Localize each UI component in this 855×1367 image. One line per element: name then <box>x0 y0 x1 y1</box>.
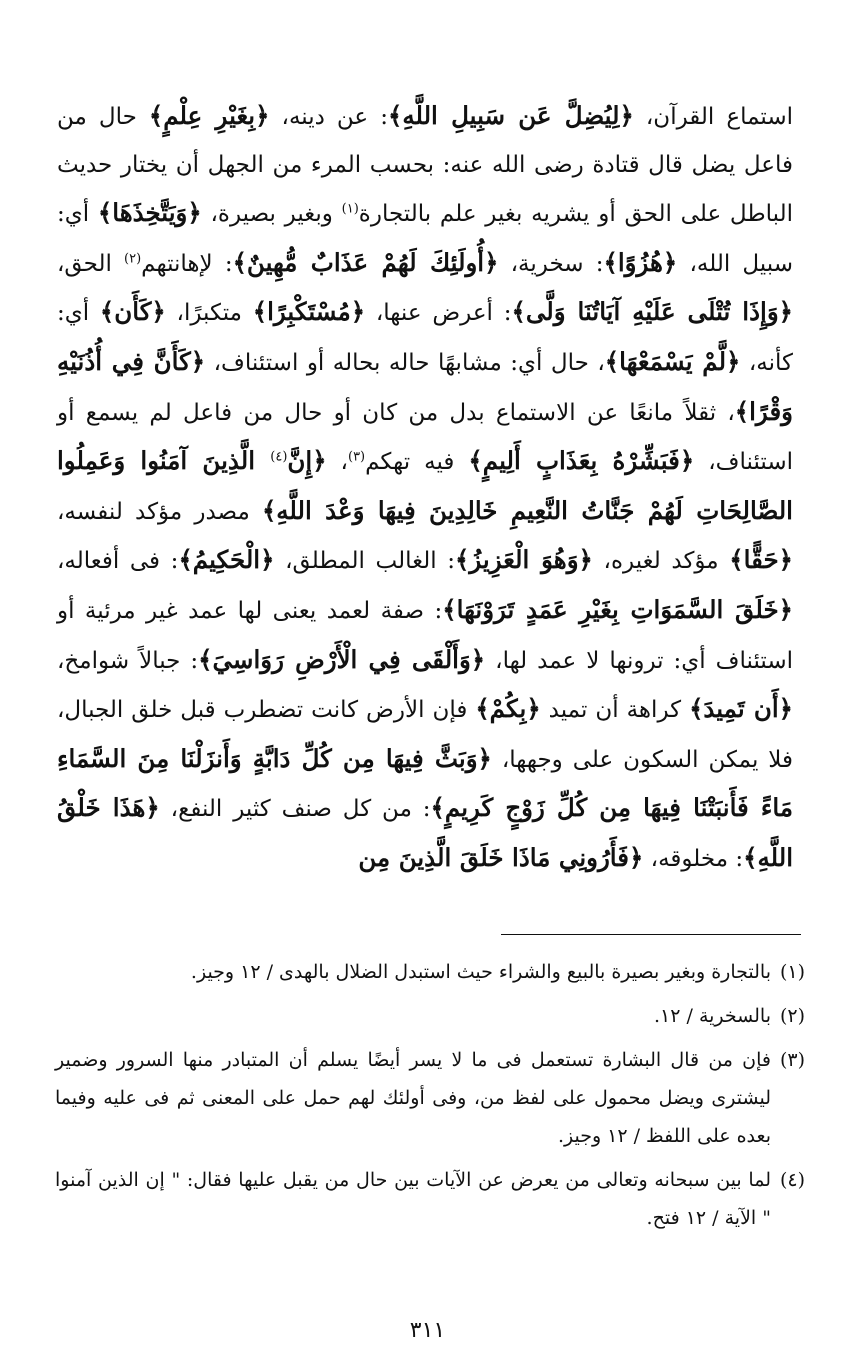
commentary-text: فيه تهكم <box>365 449 469 476</box>
footnote-text: بالسخرية / ١٢. <box>654 1005 771 1027</box>
quran-quote: ﴿وَبَثَّ فِيهَا مِن كُلِّ دَابَّةٍ وَأَنزَلْنَا مِنَ السَّمَاءِ مَاءً فَأَنبَتْنَا فِيهَا مِن كُلِّ زَوْجٍ كَرِيمٍ﴾ <box>57 743 793 823</box>
commentary-text: استماع القرآن، <box>633 104 793 130</box>
commentary-text: وبغير بصيرة، <box>201 201 342 228</box>
commentary-text: : فى أفعاله، <box>57 548 179 575</box>
quran-quote: ﴿كَأَنَّ فِي أُذُنَيْهِ وَقْرًا﴾ <box>57 346 793 426</box>
commentary-text: متكبرًا، <box>165 300 253 327</box>
footnote-text: بالتجارة وبغير بصيرة بالبيع والشراء حيث استبدل الضلال بالهدى / ١٢ وجيز. <box>190 961 771 983</box>
footnote-text: لما بين سبحانه وتعالى من يعرض عن الآيات بين حال من يقبل عليها فقال: " إن الذين آمنوا " الآية / ١٢ فتح. <box>55 1169 771 1229</box>
quran-quote: ﴿بِكُمْ﴾ <box>475 694 541 724</box>
quran-quote: ﴿أُولَئِكَ لَهُمْ عَذَابٌ مُّهِينٌ﴾ <box>232 247 499 277</box>
commentary-text: : الغالب المطلق، <box>274 548 455 575</box>
quran-quote: ﴿فَبَشِّرْهُ بِعَذَابٍ أَلِيمٍ﴾ <box>468 446 695 476</box>
commentary-text: مؤكد لغيره، <box>592 548 730 575</box>
footnote-ref: (٤) <box>270 449 288 465</box>
footnote-text: فإن من قال البشارة تستعمل فى ما لا يسر أيضًا يسلم أن المتبادر منها السرور وضمير ليشترى ويضل محمول على لفظ من، وفى أولئك لهم حمل على المعنى ثم فى عليه وفيما بعده على اللفظ / ١٢ وجيز. <box>55 1049 771 1147</box>
quran-quote: ﴿حَقًّا﴾ <box>729 545 793 575</box>
quran-quote: ﴿كَأَن﴾ <box>99 297 166 327</box>
footnote-number: (٣) <box>779 1049 805 1071</box>
footnotes-list <box>55 953 805 1243</box>
quran-quote: ﴿وَيَتَّخِذَهَا﴾ <box>97 198 202 228</box>
quran-quote: ﴿إِنَّ <box>287 446 327 476</box>
quran-quote: ﴿هُزُوًا﴾ <box>603 247 678 277</box>
quran-quote: ﴿هَذَا خَلْقُ اللَّهِ﴾ <box>57 793 793 872</box>
quran-quote: ﴿وَإِذَا تُتْلَى عَلَيْهِ آيَاتُنَا وَلَّى﴾ <box>511 297 794 327</box>
commentary-text: الحق، <box>57 250 125 277</box>
quran-quote: ﴿بِغَيْرِ عِلْمٍ﴾ <box>148 101 270 130</box>
footnote-ref: (١) <box>341 201 359 217</box>
footnote-3 <box>55 1041 805 1155</box>
footnote-separator <box>501 934 801 935</box>
commentary-text: : مخلوقه، <box>643 845 744 872</box>
commentary-text: : من كل صنف كثير النفع، <box>159 796 431 823</box>
quran-quote: الَّذِينَ آمَنُوا وَعَمِلُوا الصَّالِحَاتِ لَهُمْ جَنَّاتُ النَّعِيمِ خَالِدِينَ فِيهَا وَعْدَ اللَّهِ﴾ <box>57 446 793 525</box>
commentary-text: ، <box>326 449 348 476</box>
commentary-text: : أعرض عنها، <box>365 300 512 327</box>
quran-quote: ﴿لَّمْ يَسْمَعْهَا﴾ <box>604 346 741 376</box>
footnote-1 <box>55 953 805 991</box>
footnote-number: (١) <box>779 961 805 983</box>
commentary-text: كراهة أن تميد <box>540 697 690 724</box>
commentary-text: ، حال أي: مشابهًا حاله بحاله أو استئناف، <box>205 349 605 376</box>
commentary-text: أي: سبيل الله، <box>57 201 793 277</box>
footnote-number: (٤) <box>779 1169 805 1191</box>
footnote-ref: (٣) <box>347 449 366 465</box>
quran-quote: ﴿خَلَقَ السَّمَوَاتِ بِغَيْرِ عَمَدٍ تَرَوْنَهَا﴾ <box>442 594 793 624</box>
commentary-text: ، ثقلاً مانعًا عن الاستماع بدل من كان أو حال من فاعل لم يسمع أو استئناف، <box>57 399 793 476</box>
footnote-4 <box>55 1161 805 1237</box>
quran-quote: ﴿أَن تَمِيدَ﴾ <box>689 694 793 724</box>
commentary-text: مصدر مؤكد لنفسه، <box>57 498 262 525</box>
commentary-text: : صفة لعمد يعنى لها عمد غير مرئية أو استئناف أي: ترونها لا عمد لها، <box>57 597 793 674</box>
quran-quote: ﴿لِيُضِلَّ عَن سَبِيلِ اللَّهِ﴾ <box>387 101 634 130</box>
page-number: ٣١١ <box>409 1318 446 1343</box>
commentary-text: : لإهانتهم <box>141 250 233 277</box>
commentary-text: : جبالاً شوامخ، <box>57 647 199 674</box>
commentary-text: حال من فاعل يضل قال قتادة رضى الله عنه: بحسب المرء من الجهل أن يختار حديث الباطل على الحق أو يشريه بغير علم بالتجارة <box>57 104 794 228</box>
quran-quote: ﴿مُسْتَكْبِرًا﴾ <box>252 297 366 327</box>
commentary-text: فإن الأرض كانت تضطرب قبل خلق الجبال، فلا يمكن السكون على وجهها، <box>57 697 793 773</box>
footnote-2 <box>55 997 805 1035</box>
footnote-ref: (٢) <box>124 251 142 267</box>
commentary-body <box>57 92 793 884</box>
footnote-number: (٢) <box>779 1005 805 1027</box>
quran-quote: ﴿فَأَرُونِي مَاذَا خَلَقَ الَّذِينَ مِن <box>358 842 644 872</box>
commentary-text: أي: كأنه، <box>57 300 793 376</box>
quran-quote: ﴿وَهُوَ الْعَزِيزُ﴾ <box>455 545 593 575</box>
commentary-text: : عن دينه، <box>269 104 388 130</box>
commentary-text: : سخرية، <box>498 250 604 277</box>
quran-quote: ﴿وَأَلْقَى فِي الْأَرْضِ رَوَاسِيَ﴾ <box>198 644 486 674</box>
quran-quote: ﴿الْحَكِيمُ﴾ <box>178 545 275 575</box>
